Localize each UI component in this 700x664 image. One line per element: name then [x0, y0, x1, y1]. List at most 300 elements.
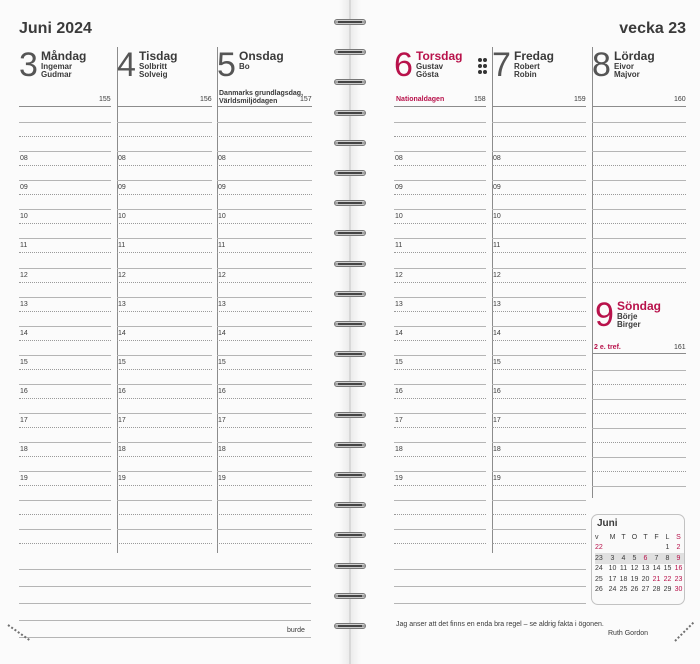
- hour-label: 10: [118, 213, 126, 221]
- half-hour-rule: [117, 165, 212, 166]
- day-name: Onsdag: [239, 49, 284, 63]
- spiral-ring: [334, 348, 366, 360]
- hour-label: 12: [20, 271, 28, 279]
- hour-label: 19: [20, 475, 28, 483]
- hour-rule: [492, 326, 586, 327]
- day-number: 6: [394, 46, 413, 84]
- notes-rule: [19, 569, 311, 570]
- hour-label: 09: [218, 184, 226, 192]
- half-hour-rule: [394, 543, 486, 544]
- mini-calendar-day: 10: [608, 565, 617, 573]
- half-hour-rule: [217, 456, 312, 457]
- hour-rule: [117, 384, 212, 385]
- day-header-rule: [217, 106, 312, 107]
- hour-label: 18: [493, 446, 501, 454]
- hour-rule: [117, 442, 212, 443]
- day-of-year: 157: [300, 96, 312, 103]
- hour-label: 18: [395, 446, 403, 454]
- hour-label: 11: [218, 242, 226, 250]
- half-hour-rule: [217, 427, 312, 428]
- mini-calendar-header: L: [665, 533, 670, 541]
- half-hour-rule: [394, 427, 486, 428]
- hour-rule: [19, 180, 111, 181]
- hour-label: 13: [395, 300, 403, 308]
- half-hour-rule: [492, 369, 586, 370]
- brand-logo: burde: [287, 627, 305, 634]
- day-note: Nationaldagen: [396, 96, 445, 103]
- hour-label: 09: [493, 184, 501, 192]
- hour-label: 15: [20, 358, 28, 366]
- half-hour-rule: [19, 340, 111, 341]
- hour-rule: [217, 471, 312, 472]
- mini-calendar-day: 26: [630, 586, 639, 594]
- hour-rule: [19, 268, 111, 269]
- hour-label: 12: [395, 271, 403, 279]
- mini-calendar-day: 27: [641, 586, 650, 594]
- half-hour-rule: [492, 165, 586, 166]
- hour-label: 18: [20, 446, 28, 454]
- name-day: Gösta: [416, 70, 439, 79]
- hour-rule: [217, 268, 312, 269]
- half-hour-rule: [592, 282, 686, 283]
- half-hour-rule: [394, 514, 486, 515]
- mini-calendar-table: [595, 532, 684, 595]
- hour-label: 10: [395, 213, 403, 221]
- half-hour-rule: [492, 398, 586, 399]
- half-hour-rule: [117, 543, 212, 544]
- spiral-ring: [334, 107, 366, 119]
- hour-label: 09: [118, 184, 126, 192]
- mini-calendar-day: 7: [651, 553, 662, 564]
- day-name: Lördag: [614, 49, 655, 63]
- hour-label: 10: [493, 213, 501, 221]
- day-number: 4: [117, 46, 136, 84]
- hour-rule: [217, 500, 312, 501]
- hour-rule: [492, 384, 586, 385]
- hour-rule: [592, 428, 686, 429]
- spiral-ring: [334, 288, 366, 300]
- half-hour-rule: [592, 252, 686, 253]
- hour-rule: [394, 413, 486, 414]
- half-hour-rule: [117, 427, 212, 428]
- day-header-rule: [394, 106, 486, 107]
- half-hour-rule: [394, 282, 486, 283]
- half-hour-rule: [217, 165, 312, 166]
- hour-rule: [492, 500, 586, 501]
- mini-calendar-day: [607, 543, 618, 554]
- half-hour-rule: [19, 398, 111, 399]
- hour-label: 09: [395, 184, 403, 192]
- hour-label: 08: [218, 155, 226, 163]
- half-hour-rule: [394, 136, 486, 137]
- day-note: Danmarks grundlagsdag, Världsmiljödagen: [219, 90, 304, 105]
- half-hour-rule: [117, 398, 212, 399]
- name-day: Ingemar: [41, 62, 73, 71]
- name-day: Gustav: [416, 62, 444, 71]
- half-hour-rule: [394, 456, 486, 457]
- hour-label: 16: [20, 387, 28, 395]
- hour-rule: [19, 238, 111, 239]
- half-hour-rule: [117, 514, 212, 515]
- half-hour-rule: [592, 442, 686, 443]
- mini-calendar-day: 4: [618, 553, 629, 564]
- mini-calendar-day: 6: [640, 553, 651, 564]
- half-hour-rule: [492, 340, 586, 341]
- hour-rule: [492, 238, 586, 239]
- mini-calendar-day: 23: [674, 575, 683, 583]
- mini-calendar-day: [651, 543, 662, 554]
- hour-label: 09: [20, 184, 28, 192]
- hour-label: 16: [118, 387, 126, 395]
- notes-rule: [19, 603, 311, 604]
- hour-rule: [394, 500, 486, 501]
- half-hour-rule: [217, 543, 312, 544]
- hour-rule: [592, 268, 686, 269]
- name-day: Robin: [514, 70, 537, 79]
- hour-rule: [394, 180, 486, 181]
- hour-rule: [19, 326, 111, 327]
- half-hour-rule: [19, 311, 111, 312]
- hour-label: 12: [118, 271, 126, 279]
- hour-rule: [19, 442, 111, 443]
- half-hour-rule: [19, 456, 111, 457]
- half-hour-rule: [19, 369, 111, 370]
- half-hour-rule: [394, 485, 486, 486]
- mini-calendar-day: 13: [641, 565, 650, 573]
- half-hour-rule: [492, 252, 586, 253]
- spiral-ring: [334, 318, 366, 330]
- hour-rule: [117, 326, 212, 327]
- notes-rule: [19, 637, 311, 638]
- mini-calendar-title: Juni: [597, 518, 618, 529]
- mini-calendar-day: 14: [652, 565, 661, 573]
- hour-label: 11: [118, 242, 126, 250]
- name-day: Robert: [514, 62, 540, 71]
- hour-rule: [217, 355, 312, 356]
- hour-label: 14: [118, 329, 126, 337]
- hour-rule: [19, 355, 111, 356]
- half-hour-rule: [217, 194, 312, 195]
- hour-rule: [492, 413, 586, 414]
- day-number: 5: [217, 46, 236, 84]
- hour-rule: [592, 151, 686, 152]
- half-hour-rule: [217, 282, 312, 283]
- spiral-ring: [334, 227, 366, 239]
- hour-rule: [592, 457, 686, 458]
- hour-label: 17: [20, 417, 28, 424]
- hour-rule: [492, 180, 586, 181]
- hour-rule: [394, 355, 486, 356]
- hour-label: 14: [218, 329, 226, 337]
- hour-rule: [217, 180, 312, 181]
- spiral-ring: [334, 409, 366, 421]
- day-of-year: 160: [674, 96, 686, 103]
- day-of-year: 155: [99, 96, 111, 103]
- hour-rule: [492, 268, 586, 269]
- spiral-ring: [334, 197, 366, 209]
- hour-label: 15: [395, 358, 403, 366]
- half-hour-rule: [117, 252, 212, 253]
- day-header-rule: [19, 106, 111, 107]
- day-name: Söndag: [617, 299, 661, 313]
- mini-calendar-day: 11: [619, 565, 628, 573]
- spiral-ring: [334, 590, 366, 602]
- mini-calendar-day: 25: [619, 586, 628, 594]
- hour-rule: [117, 238, 212, 239]
- hour-label: 19: [395, 475, 403, 483]
- half-hour-rule: [492, 194, 586, 195]
- hour-label: 15: [118, 358, 126, 366]
- hour-label: 19: [218, 475, 226, 483]
- mini-calendar-day: 12: [630, 565, 639, 573]
- day-header-rule: [592, 353, 686, 354]
- notes-rule: [19, 586, 311, 587]
- hour-rule: [19, 471, 111, 472]
- day-name: Fredag: [514, 49, 555, 63]
- name-day: Birger: [617, 320, 641, 329]
- hour-rule: [492, 471, 586, 472]
- mini-calendar: [591, 514, 685, 605]
- mini-calendar-day: [640, 543, 651, 554]
- hour-rule: [394, 442, 486, 443]
- hour-rule: [117, 122, 212, 123]
- spiral-ring: [334, 167, 366, 179]
- mini-calendar-day: 21: [652, 575, 661, 583]
- hour-rule: [217, 238, 312, 239]
- half-hour-rule: [394, 194, 486, 195]
- quote-text: Jag anser att det finns en enda bra regel – se aldrig fakta i ögonen.: [396, 621, 604, 628]
- hour-rule: [492, 529, 586, 530]
- hour-label: 13: [20, 300, 28, 308]
- half-hour-rule: [117, 311, 212, 312]
- spiral-ring: [334, 529, 366, 541]
- week-title: vecka 23: [619, 20, 686, 37]
- hour-rule: [217, 209, 312, 210]
- hour-label: 11: [20, 242, 28, 250]
- mini-calendar-day: 22: [663, 575, 672, 583]
- mini-calendar-day: 24: [608, 586, 617, 594]
- quote-author: Ruth Gordon: [608, 630, 649, 637]
- hour-label: 17: [395, 417, 403, 424]
- hour-label: 15: [493, 358, 501, 366]
- day-of-year: 156: [200, 96, 212, 103]
- hour-rule: [394, 238, 486, 239]
- hour-rule: [394, 151, 486, 152]
- name-day: Eivor: [614, 62, 635, 71]
- mini-calendar-day: 20: [641, 575, 650, 583]
- hour-label: 14: [20, 329, 28, 337]
- hour-label: 13: [218, 300, 226, 308]
- hour-label: 18: [218, 446, 226, 454]
- hour-rule: [117, 355, 212, 356]
- half-hour-rule: [19, 543, 111, 544]
- spiral-ring: [334, 46, 366, 58]
- hour-rule: [217, 442, 312, 443]
- day-name: Tisdag: [139, 49, 178, 63]
- mini-calendar-week: 22: [595, 544, 603, 552]
- day-name: Torsdag: [416, 49, 463, 63]
- mini-calendar-week: 23: [595, 553, 607, 564]
- hour-label: 14: [395, 329, 403, 337]
- half-hour-rule: [492, 136, 586, 137]
- mini-calendar-day: 5: [629, 553, 640, 564]
- half-hour-rule: [217, 223, 312, 224]
- mini-calendar-header: T: [643, 533, 648, 541]
- half-hour-rule: [394, 165, 486, 166]
- notes-rule: [394, 603, 586, 604]
- mini-calendar-day: 9: [673, 553, 684, 564]
- day-separator: [592, 47, 593, 498]
- day-name: Måndag: [41, 49, 87, 63]
- spiral-ring: [334, 439, 366, 451]
- hour-rule: [117, 529, 212, 530]
- hour-rule: [117, 209, 212, 210]
- hour-label: 15: [218, 358, 226, 366]
- mini-calendar-day: [618, 543, 629, 554]
- hour-rule: [19, 151, 111, 152]
- month-title: Juni 2024: [19, 20, 92, 37]
- hour-rule: [217, 297, 312, 298]
- hour-rule: [117, 151, 212, 152]
- spiral-ring: [334, 560, 366, 572]
- flag-day-dots-icon: [478, 58, 488, 75]
- half-hour-rule: [217, 252, 312, 253]
- half-hour-rule: [117, 340, 212, 341]
- hour-label: 08: [118, 155, 126, 163]
- half-hour-rule: [217, 311, 312, 312]
- hour-rule: [394, 209, 486, 210]
- spiral-ring: [334, 16, 366, 28]
- hour-rule: [217, 122, 312, 123]
- hour-label: 16: [493, 387, 501, 395]
- hour-rule: [19, 209, 111, 210]
- hour-rule: [394, 384, 486, 385]
- spiral-ring: [334, 378, 366, 390]
- day-number: 8: [592, 46, 611, 84]
- day-header-rule: [492, 106, 586, 107]
- mini-calendar-week: 25: [595, 575, 603, 583]
- half-hour-rule: [217, 398, 312, 399]
- hour-rule: [117, 500, 212, 501]
- spiral-ring: [334, 76, 366, 88]
- spiral-ring: [334, 620, 366, 632]
- hour-rule: [394, 297, 486, 298]
- half-hour-rule: [394, 398, 486, 399]
- name-day: Solbritt: [139, 62, 167, 71]
- hour-label: 19: [118, 475, 126, 483]
- name-day: Majvor: [614, 70, 640, 79]
- mini-calendar-header: S: [676, 533, 681, 541]
- mini-calendar-day: 28: [652, 586, 661, 594]
- hour-rule: [217, 413, 312, 414]
- mini-calendar-day: 15: [663, 565, 672, 573]
- half-hour-rule: [492, 223, 586, 224]
- day-number: 3: [19, 46, 38, 84]
- half-hour-rule: [492, 485, 586, 486]
- half-hour-rule: [492, 543, 586, 544]
- half-hour-rule: [592, 194, 686, 195]
- half-hour-rule: [117, 282, 212, 283]
- hour-label: 08: [395, 155, 403, 163]
- half-hour-rule: [19, 282, 111, 283]
- hour-rule: [394, 268, 486, 269]
- hour-rule: [492, 122, 586, 123]
- half-hour-rule: [117, 136, 212, 137]
- mini-calendar-header: v: [595, 533, 599, 541]
- hour-rule: [492, 442, 586, 443]
- name-day: Bo: [239, 62, 250, 71]
- mini-calendar-week: 26: [595, 586, 603, 594]
- hour-rule: [117, 413, 212, 414]
- day-number: 9: [595, 296, 614, 334]
- mini-calendar-day: [629, 543, 640, 554]
- hour-rule: [217, 529, 312, 530]
- half-hour-rule: [19, 165, 111, 166]
- hour-rule: [592, 238, 686, 239]
- hour-label: 11: [493, 242, 501, 250]
- hour-label: 13: [118, 300, 126, 308]
- hour-label: 12: [493, 271, 501, 279]
- half-hour-rule: [217, 514, 312, 515]
- half-hour-rule: [19, 485, 111, 486]
- day-number: 7: [492, 46, 511, 84]
- half-hour-rule: [394, 252, 486, 253]
- hour-rule: [394, 122, 486, 123]
- half-hour-rule: [117, 223, 212, 224]
- hour-rule: [394, 471, 486, 472]
- hour-rule: [19, 413, 111, 414]
- mini-calendar-day: 19: [630, 575, 639, 583]
- hour-rule: [19, 500, 111, 501]
- half-hour-rule: [592, 165, 686, 166]
- hour-label: 12: [218, 271, 226, 279]
- hour-label: 17: [118, 417, 126, 424]
- mini-calendar-day: 17: [608, 575, 617, 583]
- hour-rule: [117, 180, 212, 181]
- name-day: Solveig: [139, 70, 168, 79]
- day-of-year: 159: [574, 96, 586, 103]
- day-header-rule: [592, 106, 686, 107]
- half-hour-rule: [592, 471, 686, 472]
- hour-label: 10: [20, 213, 28, 221]
- hour-label: 18: [118, 446, 126, 454]
- half-hour-rule: [19, 427, 111, 428]
- half-hour-rule: [19, 194, 111, 195]
- hour-label: 19: [493, 475, 501, 483]
- hour-rule: [217, 151, 312, 152]
- name-day: Börje: [617, 312, 638, 321]
- spiral-ring: [334, 258, 366, 270]
- hour-rule: [217, 326, 312, 327]
- mini-calendar-header: O: [631, 533, 638, 541]
- notes-rule: [394, 586, 586, 587]
- half-hour-rule: [217, 485, 312, 486]
- hour-label: 16: [395, 387, 403, 395]
- half-hour-rule: [19, 514, 111, 515]
- hour-rule: [492, 297, 586, 298]
- hour-rule: [117, 297, 212, 298]
- half-hour-rule: [117, 369, 212, 370]
- half-hour-rule: [117, 194, 212, 195]
- half-hour-rule: [492, 282, 586, 283]
- hour-label: 13: [493, 300, 501, 308]
- half-hour-rule: [492, 311, 586, 312]
- hour-label: 14: [493, 329, 501, 337]
- half-hour-rule: [592, 223, 686, 224]
- half-hour-rule: [217, 369, 312, 370]
- half-hour-rule: [492, 456, 586, 457]
- hour-rule: [19, 297, 111, 298]
